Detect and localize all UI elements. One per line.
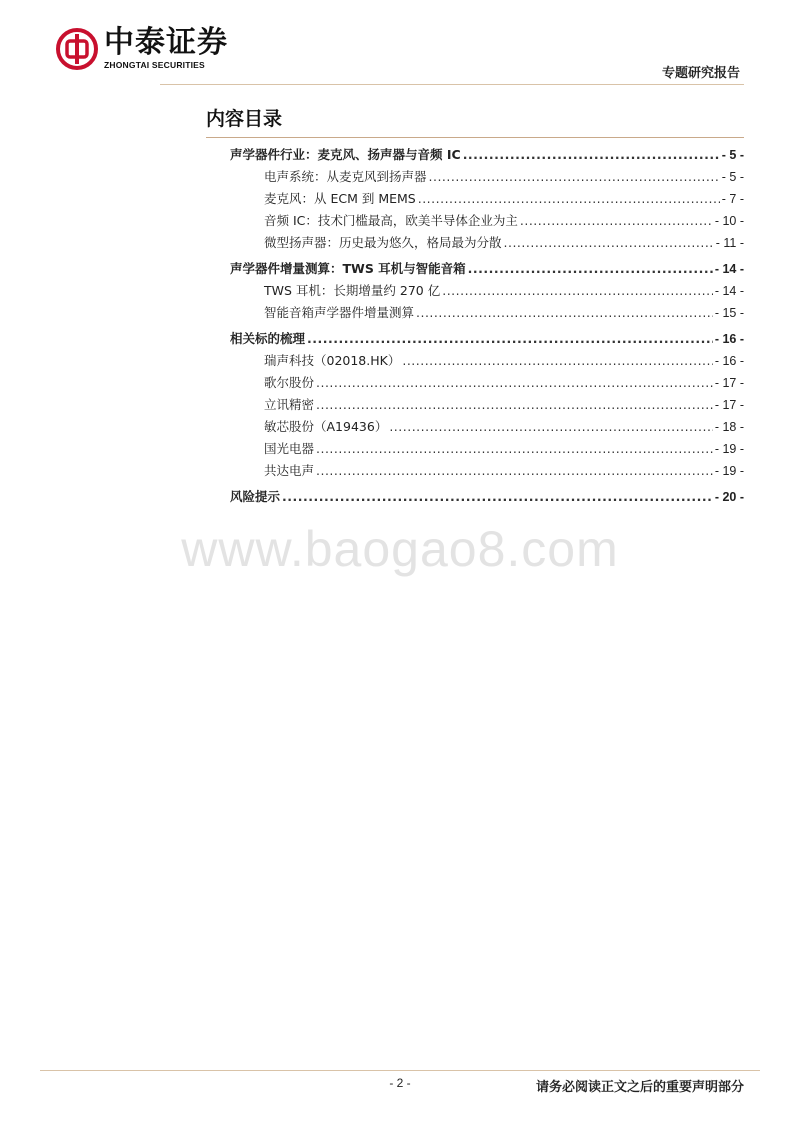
toc-entry-page: - 16 - — [714, 354, 744, 368]
header-divider — [160, 84, 744, 85]
toc-title-divider — [206, 137, 744, 138]
toc-entry-section-2[interactable] — [230, 258, 744, 280]
toc-leader-dots — [316, 460, 713, 482]
toc-entry-section-3-4[interactable] — [230, 416, 744, 438]
toc-entry-section-1[interactable] — [230, 144, 744, 166]
toc-entry-label: 瑞声科技（02018.HK） — [264, 353, 401, 368]
toc-entry-section-1-2[interactable] — [230, 188, 744, 210]
toc-entry-page: - 14 - — [714, 284, 744, 298]
toc-entry-page: - 19 - — [714, 464, 744, 478]
toc-entry-page: - 20 - — [714, 490, 744, 504]
toc-entry-section-2-2[interactable] — [230, 302, 744, 324]
toc-entry-label: 智能音箱声学器件增量测算 — [264, 305, 415, 320]
company-name-cn: 中泰证券 — [104, 25, 228, 61]
toc-leader-dots — [504, 232, 714, 254]
toc-leader-dots — [316, 372, 713, 394]
toc-leader-dots — [468, 258, 713, 280]
footer-disclaimer: 请务必阅读正文之后的重要声明部分 — [535, 1080, 744, 1095]
toc-leader-dots — [316, 438, 713, 460]
table-of-contents — [230, 144, 744, 508]
toc-entry-section-3-1[interactable] — [230, 350, 744, 372]
toc-entry-label: 风险提示 — [230, 489, 281, 504]
toc-entry-label: 声学器件增量测算：TWS 耳机与智能音箱 — [230, 261, 466, 276]
toc-entry-section-1-1[interactable] — [230, 166, 744, 188]
toc-leader-dots — [416, 302, 713, 324]
toc-entry-page: - 16 - — [714, 332, 744, 346]
toc-entry-section-1-3[interactable] — [230, 210, 744, 232]
toc-entry-page: - 7 - — [721, 192, 744, 206]
report-type: 专题研究报告 — [661, 66, 740, 81]
toc-entry-page: - 5 - — [721, 148, 744, 162]
toc-entry-page: - 11 - — [715, 236, 744, 250]
toc-entry-label: 电声系统：从麦克风到扬声器 — [264, 169, 427, 184]
toc-leader-dots — [389, 416, 712, 438]
toc-entry-label: 国光电器 — [264, 441, 315, 456]
toc-entry-label: TWS 耳机：长期增量约 270 亿 — [264, 283, 441, 298]
toc-leader-dots — [418, 188, 720, 210]
toc-entry-section-4[interactable] — [230, 486, 744, 508]
toc-entry-label: 相关标的梳理 — [230, 331, 306, 346]
toc-entry-page: - 19 - — [714, 442, 744, 456]
toc-leader-dots — [463, 144, 720, 166]
toc-entry-page: - 17 - — [714, 376, 744, 390]
toc-entry-label: 敏芯股份（A19436） — [264, 419, 388, 434]
toc-leader-dots — [442, 280, 713, 302]
toc-entry-page: - 15 - — [714, 306, 744, 320]
footer-divider — [40, 1070, 760, 1071]
toc-entry-label: 麦克风：从 ECM 到 MEMS — [264, 191, 416, 206]
toc-entry-label: 共达电声 — [264, 463, 315, 478]
toc-entry-section-3-2[interactable] — [230, 372, 744, 394]
logo-emblem-icon — [56, 28, 98, 70]
toc-entry-section-3-3[interactable] — [230, 394, 744, 416]
toc-entry-page: - 14 - — [714, 262, 744, 276]
toc-entry-page: - 18 - — [714, 420, 744, 434]
page-number: - 2 - — [389, 1076, 411, 1090]
toc-entry-section-3[interactable] — [230, 328, 744, 350]
toc-leader-dots — [316, 394, 713, 416]
toc-leader-dots — [520, 210, 713, 232]
toc-entry-label: 立讯精密 — [264, 397, 315, 412]
toc-entry-section-1-4[interactable] — [230, 232, 744, 254]
watermark: www.baogao8.com — [181, 521, 619, 577]
toc-entry-page: - 17 - — [714, 398, 744, 412]
company-logo — [56, 25, 228, 71]
toc-leader-dots — [307, 328, 713, 350]
company-name-en: ZHONGTAI SECURITIES — [104, 60, 205, 71]
toc-leader-dots — [429, 166, 720, 188]
toc-entry-label: 歌尔股份 — [264, 375, 315, 390]
toc-entry-section-2-1[interactable] — [230, 280, 744, 302]
toc-entry-page: - 10 - — [714, 214, 744, 228]
toc-leader-dots — [402, 350, 712, 372]
toc-title: 内容目录 — [206, 108, 283, 130]
toc-entry-label: 音频 IC：技术门槛最高，欧美半导体企业为主 — [264, 213, 518, 228]
toc-entry-page: - 5 - — [721, 170, 744, 184]
toc-entry-section-3-6[interactable] — [230, 460, 744, 482]
toc-entry-label: 微型扬声器：历史最为悠久，格局最为分散 — [264, 235, 502, 250]
toc-entry-section-3-5[interactable] — [230, 438, 744, 460]
toc-leader-dots — [282, 486, 713, 508]
toc-entry-label: 声学器件行业：麦克风、扬声器与音频 IC — [230, 147, 461, 162]
